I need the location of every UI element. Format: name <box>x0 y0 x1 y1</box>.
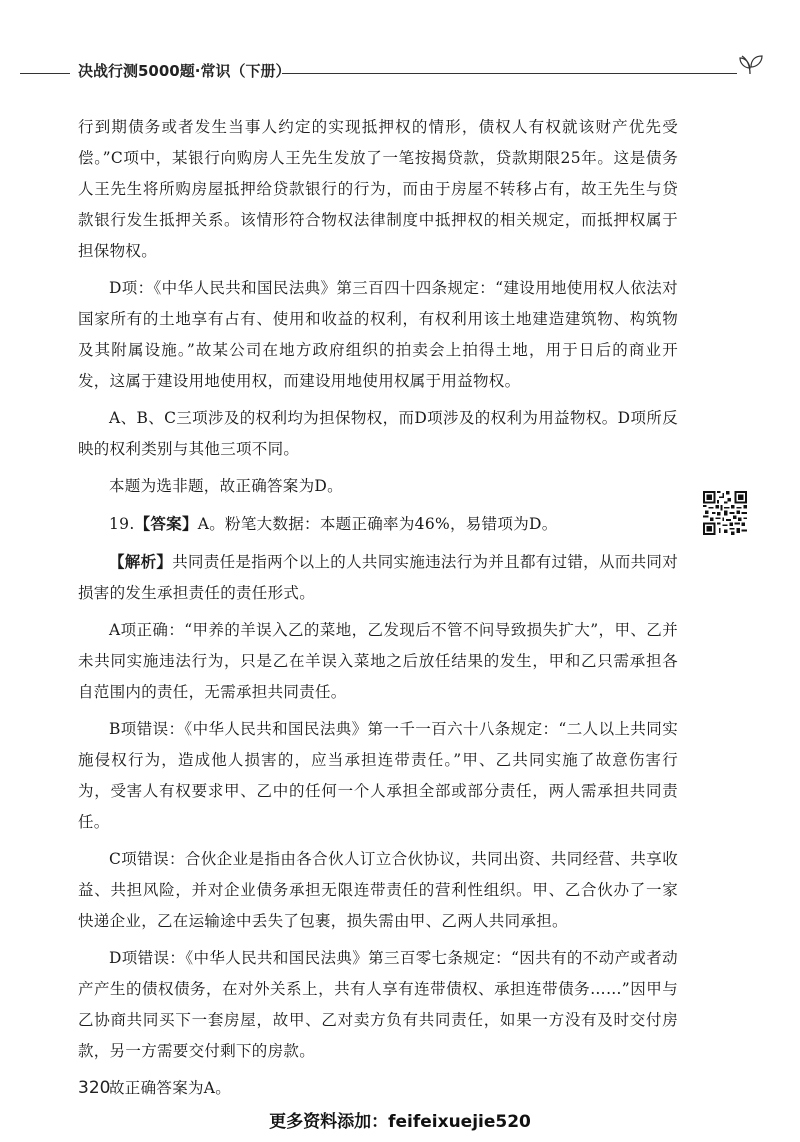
paragraph-option-a: A项正确：“甲养的羊误入乙的菜地，乙发现后不管不问导致损失扩大”，甲、乙并未共同实施违法行为，只是乙在羊误入菜地之后放任结果的发生，甲和乙只需承担各自范围内的责任，无需承担共同责任。 <box>78 621 678 701</box>
analysis-label: 【解析】 <box>109 552 173 571</box>
analysis-paragraph-19 <box>78 546 678 609</box>
paragraph-conclusion-19: 故正确答案为A。 <box>109 1079 232 1097</box>
paragraph-option-d-19: D项错误：《中华人民共和国民法典》第三百零七条规定：“因共有的不动产或者动产产生的债权债务，在对外关系上，共有人享有连带债权、承担连带债务……”因甲与乙协商共同买下一套房屋，故甲、乙对卖方负有共同责任，如果一方没有及时交付房款，另一方需要交付剩下的房款。 <box>78 949 678 1060</box>
qr-code-icon[interactable] <box>703 491 747 535</box>
paragraph-option-b: B项错误：《中华人民共和国民法典》第一千一百六十八条规定：“二人以上共同实施侵权行为，造成他人损害的，应当承担连带责任。”甲、乙共同实施了故意伤害行为，受害人有权要求甲、乙中的任何一个人承担全部或部分责任，两人需承担共同责任。 <box>78 720 678 831</box>
answer-text: A。粉笔大数据：本题正确率为46%，易错项为D。 <box>197 515 558 533</box>
book-title: 决战行测5000题·常识（下册） <box>78 62 291 80</box>
paragraph-conclusion-18: 本题为选非题，故正确答案为D。 <box>109 477 343 495</box>
leaf-ornament-icon <box>736 48 766 78</box>
header-rule-right <box>282 73 737 74</box>
paragraph-option-c: C项错误：合伙企业是指由各合伙人订立合伙协议，共同出资、共同经营、共享收益、共担风险，并对企业债务承担无限连带责任的营利性组织。甲、乙合伙办了一家快递企业，乙在运输途中丢失了包裹，损失需由甲、乙两人共同承担。 <box>78 850 678 930</box>
analysis-text: 共同责任是指两个以上的人共同实施违法行为并且都有过错，从而共同对损害的发生承担责任的责任形式。 <box>78 553 679 602</box>
page-body <box>78 112 678 1110</box>
paragraph-summary: A、B、C三项涉及的权利均为担保物权，而D项涉及的权利为用益物权。D项所反映的权利类别与其他三项不同。 <box>78 409 678 458</box>
question-number: 19. <box>109 515 135 533</box>
answer-label: 【答案】 <box>134 514 198 533</box>
paragraph-continuation: 行到期债务或者发生当事人约定的实现抵押权的情形，债权人有权就该财产优先受偿。”C项中，某银行向购房人王先生发放了一笔按揭贷款，贷款期限25年。这是债务人王先生将所购房屋抵押给贷款银行的行为，而由于房屋不转移占有，故王先生与贷款银行发生抵押关系。该情形符合物权法律制度中抵押权的相关规定，而抵押权属于担保物权。 <box>78 118 678 260</box>
footer-watermark: 更多资料添加：feifeixuejie520 <box>269 1112 531 1132</box>
answer-line-19 <box>78 508 678 540</box>
paragraph-option-d: D项：《中华人民共和国民法典》第三百四十四条规定：“建设用地使用权人依法对国家所有的土地享有占有、使用和收益的权利，有权利用该土地建造建筑物、构筑物及其附属设施。”故某公司在地方政府组织的拍卖会上拍得土地，用于日后的商业开发，这属于建设用地使用权，而建设用地使用权属于用益物权。 <box>78 279 678 390</box>
header-rule-left <box>20 73 70 74</box>
running-header <box>0 56 760 86</box>
page-number: 320 <box>78 1078 111 1098</box>
